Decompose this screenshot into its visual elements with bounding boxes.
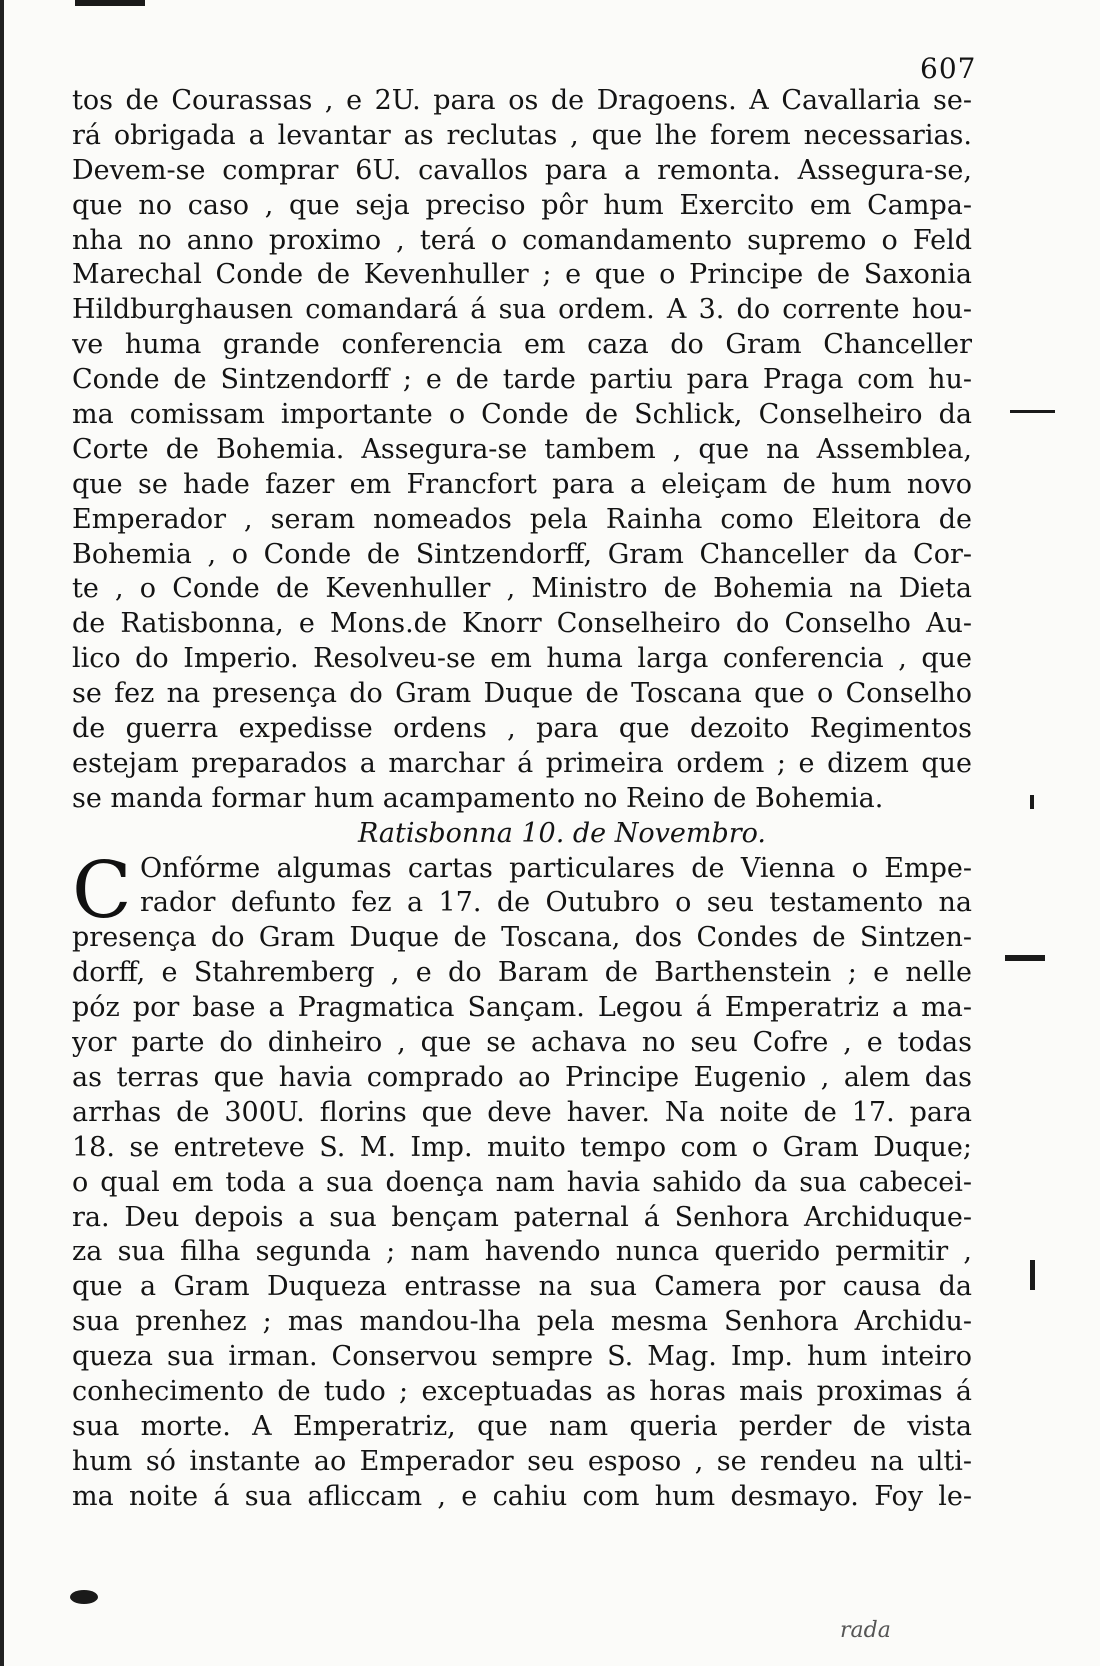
text-line: te , o Conde de Kevenhuller , Ministro de Bohemia na Dieta [72,573,972,605]
text-line: nha no anno proximo , terá o comandamento supremo o Feld [72,224,972,256]
page-number: 607 [920,52,977,85]
text-line: que se hade fazer em Francfort para a eleiçam de hum novo [72,468,972,500]
catchword: rada [840,1618,891,1643]
text-line: arrhas de 300U. florins que deve haver. Na noite de 17. para [72,1096,972,1128]
ink-blot-bottom [70,1590,98,1604]
text-line: dorff, e Stahremberg , e do Baram de Barthenstein ; e nelle [72,957,972,989]
text-line: estejam preparados a marchar á primeira ordem ; e dizem que [72,747,972,779]
text-line: se fez na presença do Gram Duque de Toscana que o Conselho [72,678,972,710]
dateline-heading: Ratisbonna 10. de Novembro. [357,817,767,849]
text-line: lico do Imperio. Resolveu-se em huma larga conferencia , que [72,643,972,675]
text-line: póz por base a Pragmatica Sançam. Legou á Emperatriz a ma- [72,992,972,1024]
text-line: ma noite á sua afliccam , e cahiu com hum desmayo. Foy le- [72,1480,972,1512]
text-line: Corte de Bohemia. Assegura-se tambem , que na Assemblea, [72,433,972,465]
text-line: yor parte do dinheiro , que se achava no seu Cofre , e todas [72,1027,972,1059]
text-line: as terras que havia comprado ao Principe Eugenio , alem das [72,1061,972,1093]
text-body [72,84,972,1515]
text-line: Emperador , seram nomeados pela Rainha como Eleitora de [72,503,972,535]
news-paragraph-ratisbonna [72,845,972,1515]
ink-mark-right-2 [1030,795,1034,809]
text-line: ve huma grande conferencia em caza do Gram Chanceller [72,329,972,361]
text-line: sua morte. A Emperatriz, que nam queria perder de vista [72,1410,972,1442]
text-line: tos de Courassas , e 2U. para os de Dragoens. A Cavallaria se- [72,85,972,116]
text-line: sua prenhez ; mas mandou-lha pela mesma Senhora Archidu- [72,1306,972,1338]
text-line: rador defunto fez a 17. de Outubro o seu testamento na [140,887,972,919]
text-line: queza sua irman. Conservou sempre S. Mag. Imp. hum inteiro [72,1341,972,1373]
text-line: ra. Deu depois a sua bençam paternal á Senhora Archiduque- [72,1201,972,1233]
text-line: conhecimento de tudo ; exceptuadas as horas mais proximas á [72,1375,972,1407]
text-line: za sua filha segunda ; nam havendo nunca querido permitir , [72,1236,972,1268]
ink-mark-top [75,0,145,6]
drop-cap: C [72,845,132,936]
ink-mark-right-4 [1030,1260,1035,1290]
text-line: presença do Gram Duque de Toscana, dos Condes de Sintzen- [72,922,972,954]
text-line: de guerra expedisse ordens , para que dezoito Regimentos [72,713,972,745]
text-line: que no caso , que seja preciso pôr hum Exercito em Campa- [72,189,972,221]
ink-mark-right-1 [1010,410,1055,413]
text-line: Devem-se comprar 6U. cavallos para a remonta. Assegura-se, [72,154,972,186]
text-line: hum só instante ao Emperador seu esposo , se rendeu na ulti- [72,1445,972,1477]
text-line: rá obrigada a levantar as reclutas , que lhe forem necessarias. [72,119,972,151]
text-line: de Ratisbonna, e Mons.de Knorr Conselheiro do Conselho Au- [72,608,972,640]
text-line: que a Gram Duqueza entrasse na sua Camera por causa da [72,1271,972,1303]
text-line: o qual em toda a sua doença nam havia sahido da sua cabecei- [72,1166,972,1198]
text-line: Conde de Sintzendorff ; e de tarde partiu para Praga com hu- [72,364,972,396]
text-line: ma comissam importante o Conde de Schlick, Conselheiro da [72,399,972,431]
text-line: Hildburghausen comandará á sua ordem. A 3. do corrente hou- [72,294,972,326]
paragraph-lines [72,845,972,1515]
ink-mark-right-3 [1005,955,1045,961]
text-line: Bohemia , o Conde de Sintzendorff, Gram Chanceller da Cor- [72,538,972,570]
page-edge-shadow [0,0,4,1666]
text-line: Marechal Conde de Kevenhuller ; e que o Principe de Saxonia [72,259,972,291]
text-line: se manda formar hum acampamento no Reino de Bohemia. [72,782,884,814]
news-paragraph-vienna [72,84,972,817]
text-line: 18. se entreteve S. M. Imp. muito tempo com o Gram Duque; [72,1131,972,1163]
text-line: Onfórme algumas cartas particulares de Vienna o Empe- [140,852,972,884]
